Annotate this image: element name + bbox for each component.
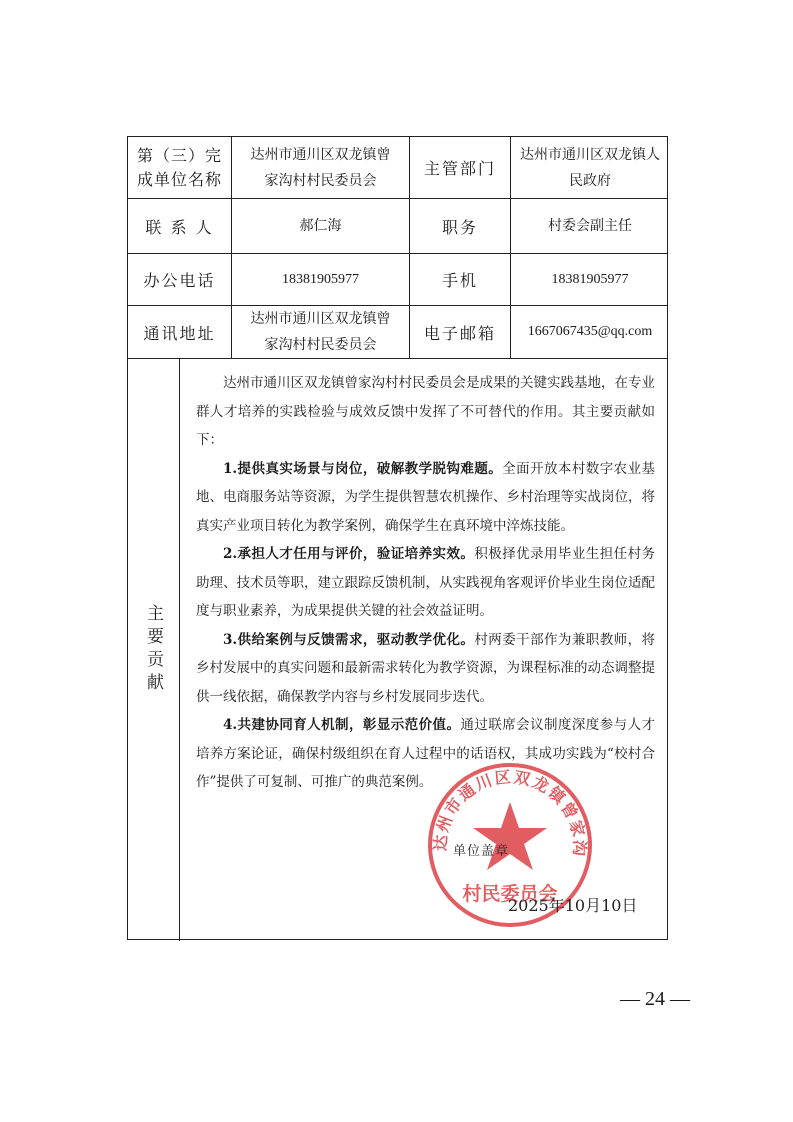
svg-text:村民委员会: 村民委员会 xyxy=(462,883,558,905)
point-title: 2.承担人才任用与评价，验证培养实效。 xyxy=(223,546,475,562)
svg-text:达州市通川区双龙镇曾家沟: 达州市通川区双龙镇曾家沟 xyxy=(430,767,590,859)
form-row-address xyxy=(128,306,667,359)
seal-label: 单位盖章 xyxy=(453,844,510,859)
form-row-unit xyxy=(128,137,667,199)
point-body: 村两委干部作为兼职教师，将乡村发展中的真实问题和最新需求转化为教学资源，为课程标准的动态调整提供一线依据，确保教学内容与乡村发展同步迭代。 xyxy=(196,631,656,705)
point-body: 通过联席会议制度深度参与人才培养方案论证，确保村级组织在育人过程中的话语权，其成功实践为“校村合作”提供了可复制、可推广的典范案例。 xyxy=(196,717,656,790)
email-value: 1667067435@qq.com xyxy=(527,324,653,339)
point-title: 1.提供真实场景与岗位，破解教学脱钩难题。 xyxy=(223,460,503,477)
point-body: 积极择优录用毕业生担任村务助理、技术员等职，建立跟踪反馈机制，从实践视角客观评价毕业生岗位适配度与职业素养，为成果提供关键的社会效益证明。 xyxy=(196,546,656,619)
point-paragraph xyxy=(196,626,655,712)
form-row-phone xyxy=(128,254,667,306)
mobile-value: 18381905977 xyxy=(551,271,629,287)
address-label: 通讯地址 xyxy=(128,306,232,358)
point-title: 3.供给案例与反馈需求，驱动教学优化。 xyxy=(223,631,475,648)
department-value: 达州市通川区双龙镇人民政府 xyxy=(520,146,660,189)
point-paragraph xyxy=(196,455,655,541)
unit-name-value: 达州市通川区双龙镇曾家沟村村民委员会 xyxy=(232,137,410,198)
position-label: 职务 xyxy=(410,199,511,253)
office-phone-label: 办公电话 xyxy=(128,254,232,305)
office-phone-value: 18381905977 xyxy=(232,254,410,305)
sign-date: 2025年10月10日 xyxy=(508,896,638,915)
page-number: — 24 — xyxy=(620,988,690,1010)
intro-paragraph: 达州市通川区双龙镇曾家沟村村民委员会是成果的关键实践基地，在专业群人才培养的实践检验与成效反馈中发挥了不可替代的作用。其主要贡献如下： xyxy=(196,375,655,448)
point-body: 全面开放本村数字农业基地、电商服务站等资源，为学生提供智慧农机操作、乡村治理等实战岗位，将真实产业项目转化为教学案例，确保学生在真环境中淬炼技能。 xyxy=(196,460,656,534)
point-title: 4.共建协同育人机制，彰显示范价值。 xyxy=(223,717,461,733)
contact-person-label: 联 系 人 xyxy=(128,199,232,253)
position-value: 村委会副主任 xyxy=(548,218,632,234)
department-label: 主管部门 xyxy=(410,137,511,198)
main-contribution-label: 主要贡献 xyxy=(128,359,180,941)
contact-person-value: 郝仁海 xyxy=(232,199,410,253)
email-label: 电子邮箱 xyxy=(410,306,511,358)
form-row-contact xyxy=(128,199,667,254)
address-value: 达州市通川区双龙镇曾家沟村村民委员会 xyxy=(232,306,410,358)
unit-name-label: 第（三）完成单位名称 xyxy=(128,137,232,198)
mobile-label: 手机 xyxy=(410,254,511,305)
point-paragraph xyxy=(196,540,655,626)
